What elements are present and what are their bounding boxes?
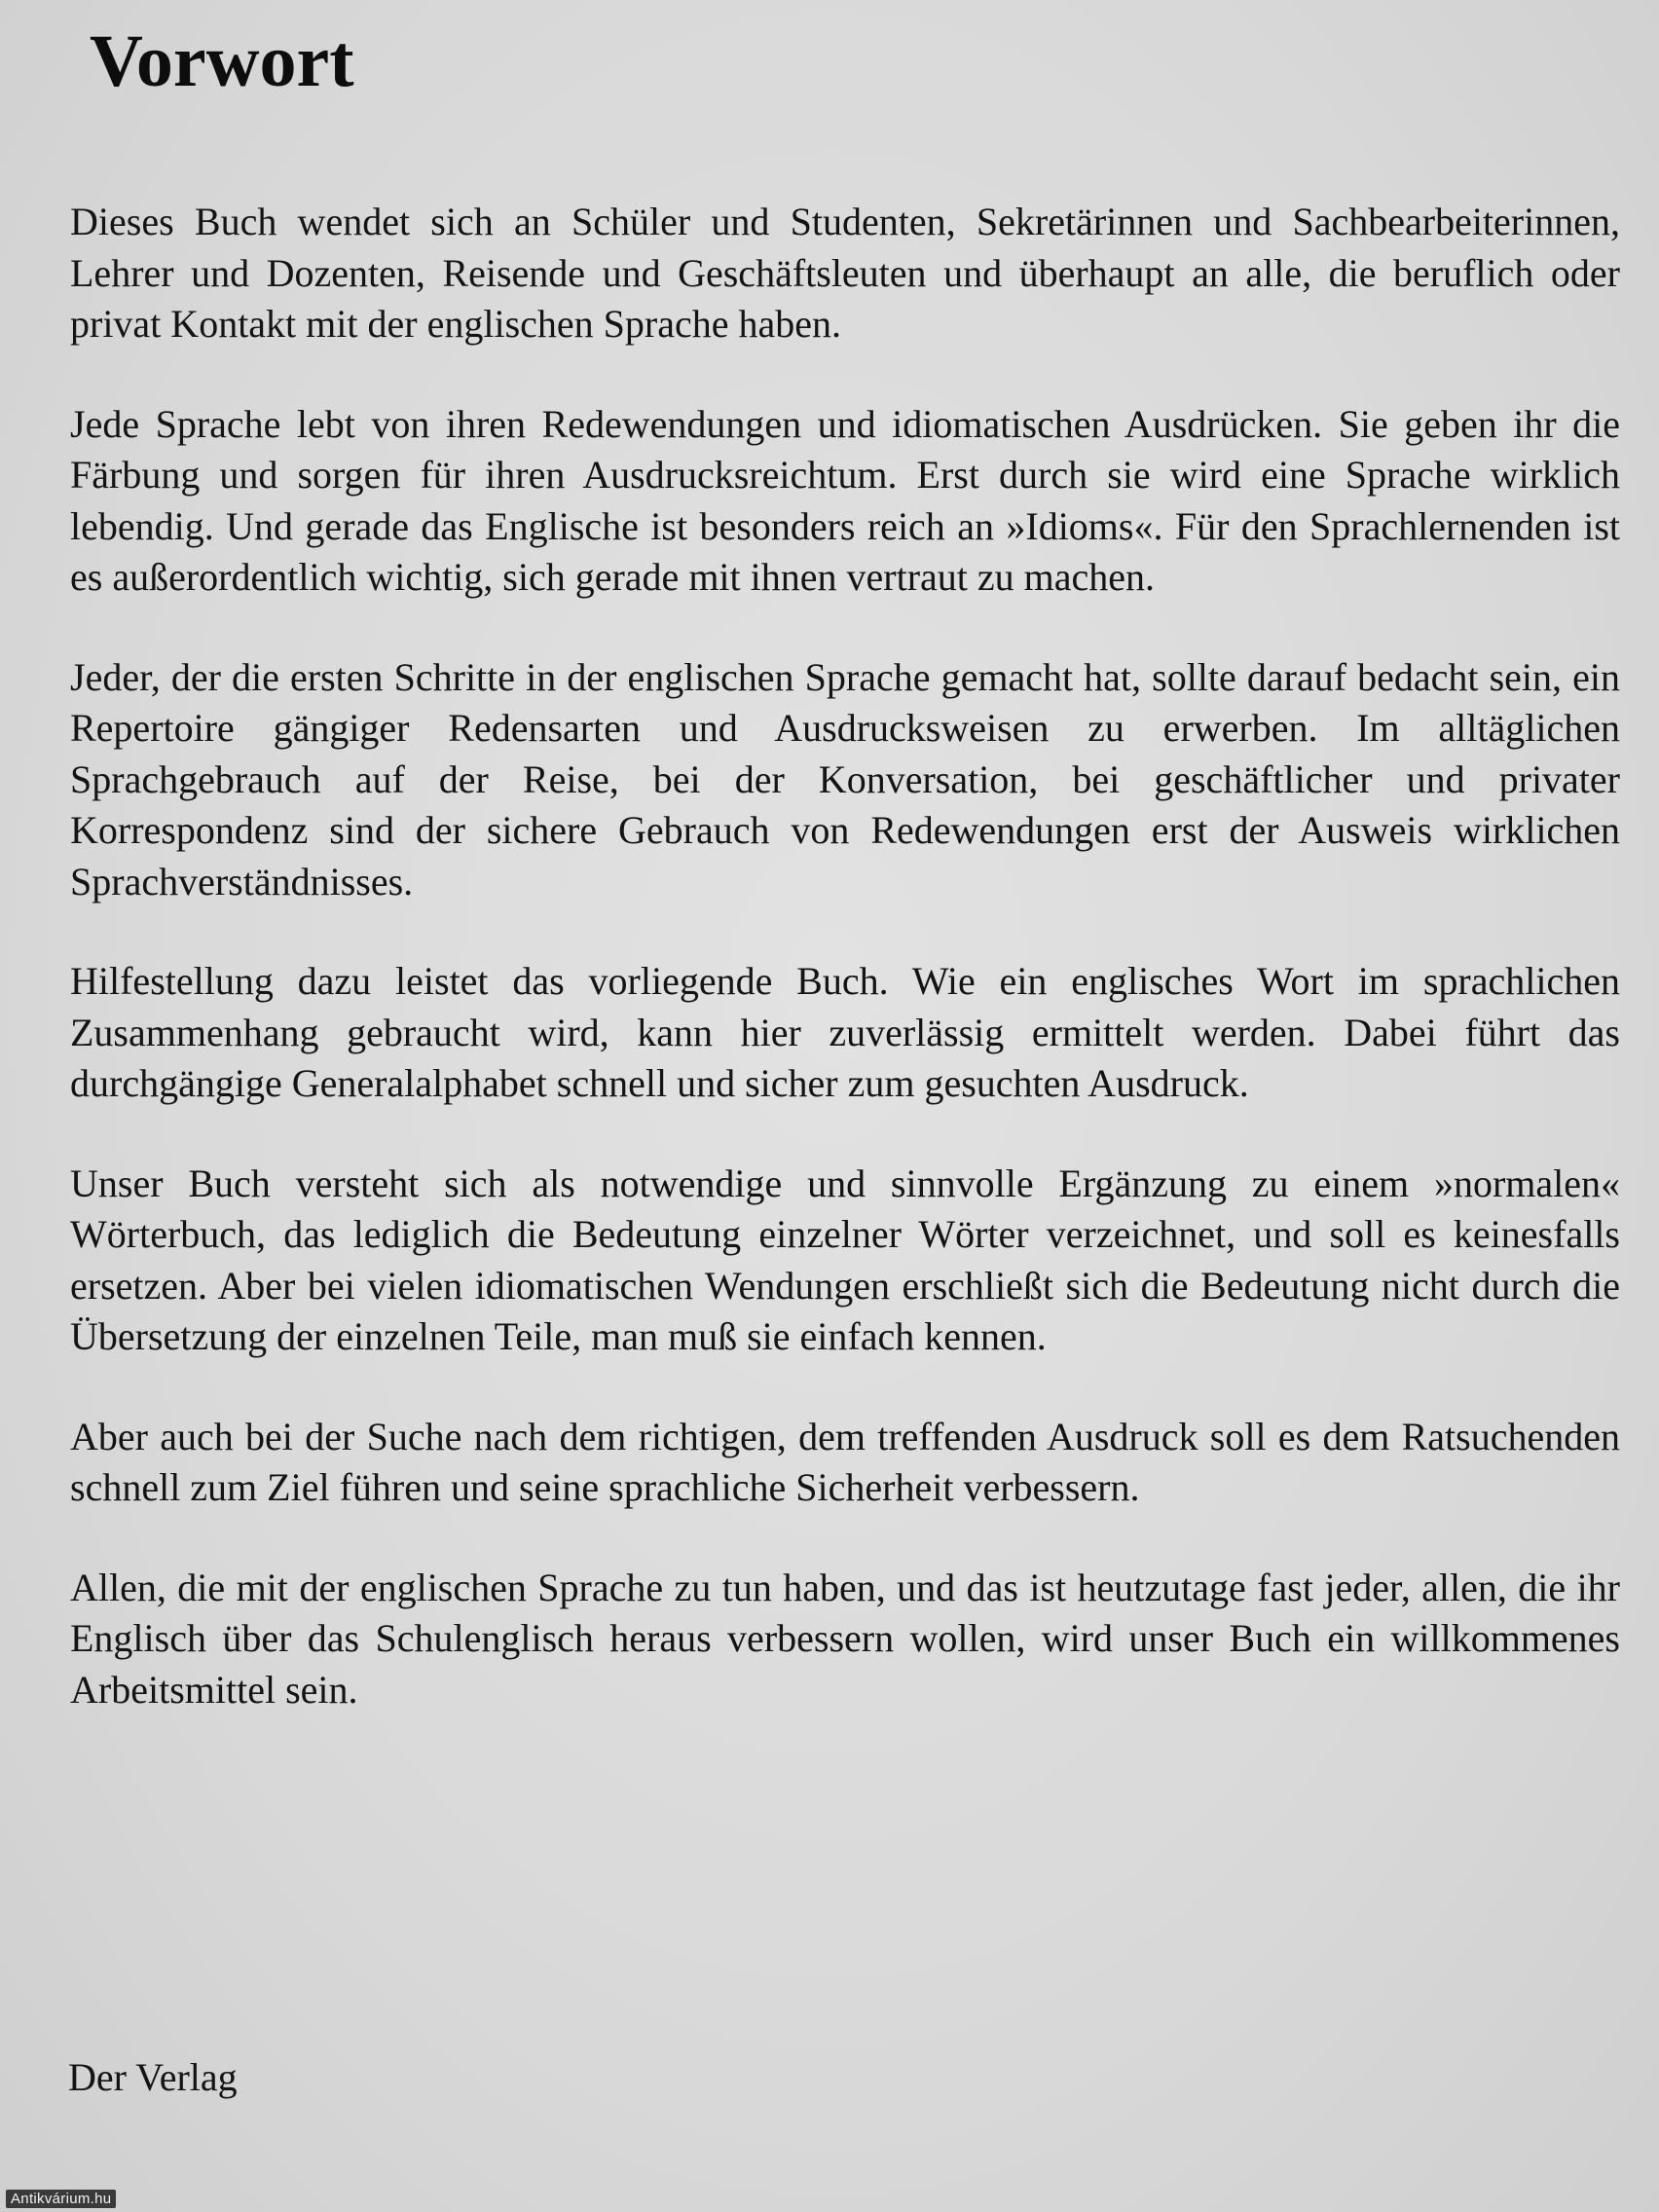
preface-body: [70, 197, 1620, 1764]
page-title: Vorwort: [90, 20, 354, 102]
paragraph-audience: Dieses Buch wendet sich an Schüler und Studenten, Sekretärinnen und Sachbearbeiterinnen, Lehrer und Dozenten, Reisende und Geschäftsleuten und überhaupt an alle, die beruflich oder privat Kontakt mit der englischen Sprache haben.: [70, 200, 1620, 346]
watermark-label: Antikvárium.hu: [6, 2190, 116, 2208]
paragraph-idioms: Jede Sprache lebt von ihren Redewendungen und idiomatischen Ausdrücken. Sie geben ihr die Färbung und sorgen für ihren Ausdrucksreichtum. Erst durch sie wird eine Sprache wirklich lebendig. Und gerade das Englische ist besonders reich an »Idioms«. Für den Sprachlernenden ist es außerordentlich wichtig, sich gerade mit ihnen vertraut zu machen.: [70, 401, 1620, 599]
paragraph-search: Aber auch bei der Suche nach dem richtigen, dem treffenden Ausdruck soll es dem Ratsuchenden schnell zum Ziel führen und seine sprachliche Sicherheit verbessern.: [70, 1414, 1620, 1509]
paragraph-assistance: Hilfestellung dazu leistet das vorliegende Buch. Wie ein englisches Wort im sprachlichen Zusammenhang gebraucht wird, kann hier zuverlässig ermittelt werden. Dabei führt das durchgängige Generalalphabet schnell und sicher zum gesuchten Ausdruck.: [70, 959, 1620, 1105]
paragraph-repertoire: Jeder, der die ersten Schritte in der englischen Sprache gemacht hat, sollte darauf bedacht sein, ein Repertoire gängiger Redensarten und Ausdrucksweisen zu erwerben. Im alltäglichen Sprachgebrauch auf der Reise, bei der Konversation, bei geschäftlicher und privater Korrespondenz sind der sichere Gebrauch von Redewendungen erst der Ausweis wirklichen Sprachverständnisses.: [70, 654, 1620, 903]
paragraph-closing: Allen, die mit der englischen Sprache zu tun haben, und das ist heutzutage fast jeder, allen, die ihr Englisch über das Schulenglisch heraus verbessern wollen, wird unser Buch ein willkommenes Arbeitsmittel sein.: [70, 1565, 1620, 1712]
publisher-signature: Der Verlag: [68, 2055, 238, 2099]
paragraph-supplement: Unser Buch versteht sich als notwendige und sinnvolle Ergänzung zu einem »normalen« Wörterbuch, das lediglich die Bedeutung einzelner Wörter verzeichnet, und soll es keinesfalls ersetzen. Aber bei vielen idiomatischen Wendungen erschließt sich die Bedeutung nicht durch die Übersetzung der einzelnen Teile, man muß sie einfach kennen.: [70, 1161, 1620, 1358]
